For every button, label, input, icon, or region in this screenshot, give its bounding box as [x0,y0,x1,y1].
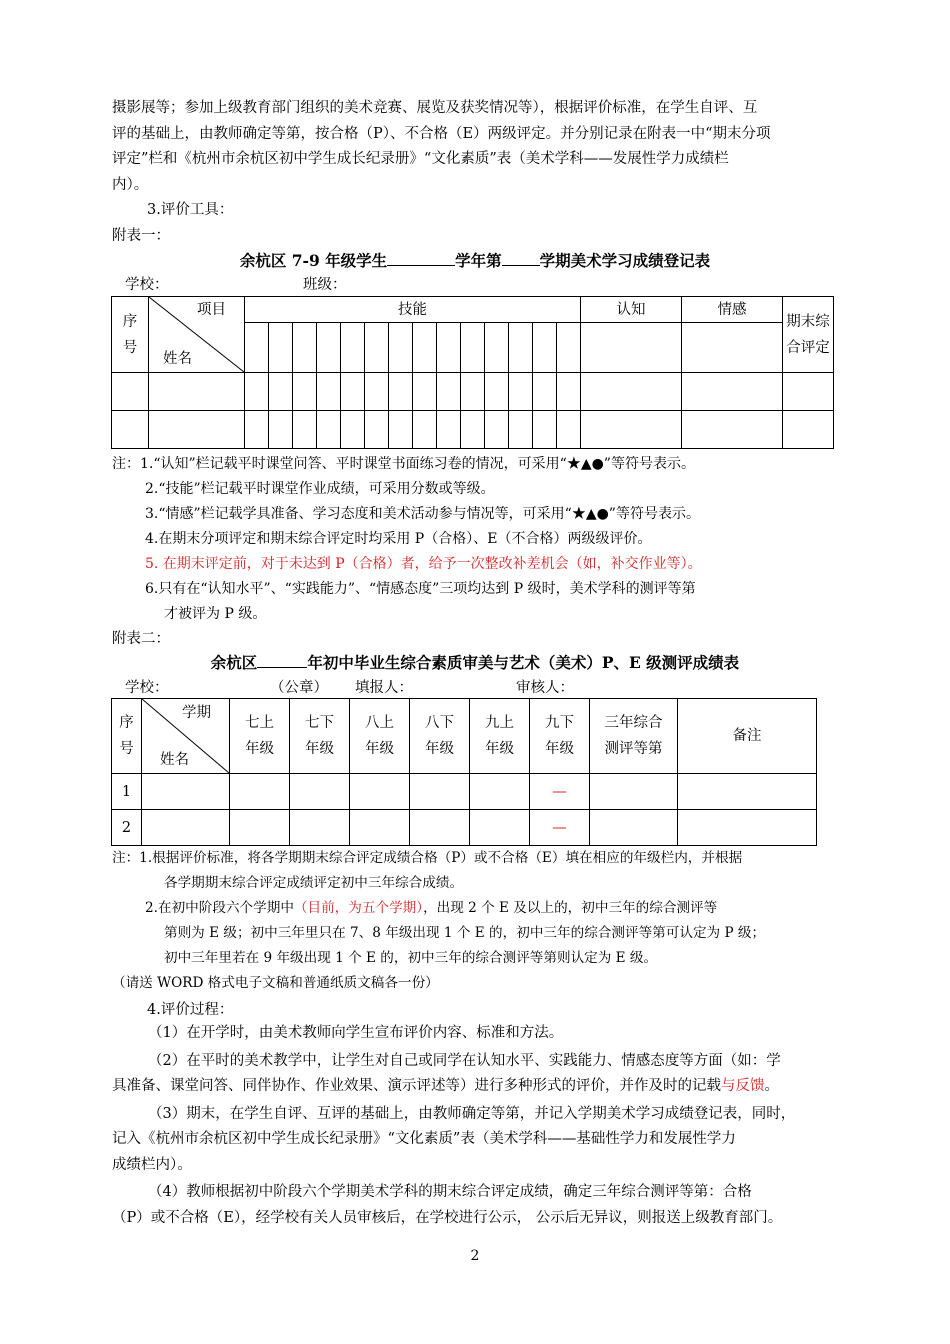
appendix1-school-label: 学校： [125,277,169,293]
note-line: 3.“情感”栏记载学具准备、学习态度和美术活动参与情况等，可采用“★▲●”等符号表示。 [145,506,700,522]
paragraph: （1）在开学时，由美术教师向学生宣布评价内容、标准和方法。 [148,1025,564,1041]
note-line: 2.“技能”栏记载平时课堂作业成绩，可采用分数或等级。 [145,481,495,497]
col-term-header: 八上年级 [350,699,410,774]
note-line: 才被评为 P 级。 [164,606,267,622]
note-line: （请送 WORD 格式电子文稿和普通纸质文稿各一份） [112,975,439,991]
appendix2-title: 余杭区 年初中毕业生综合素质审美与艺术（美术）P、E 级测评成绩表 [210,653,740,672]
note-line: 第则为 E 级；初中三年里只在 7、8 年级出现 1 个 E 的，初中三年的综合测评等第可认定为 P 级； [164,925,766,941]
paragraph: （4）教师根据初中阶段六个学期美术学科的期末综合评定成绩，确定三年综合测评等第：合格 [148,1184,752,1200]
row-mark: — [530,810,590,846]
intro-line: 内）。 [112,176,149,193]
paragraph: 记入《杭州市余杭区初中学生成长纪录册》“文化素质”表（美术学科——基础性学力和发展性学力 [112,1131,736,1147]
note-line: 2.在初中阶段六个学期中（目前，为五个学期），出现 2 个 E 及以上的，初中三年的综合测评等 [145,900,718,916]
row-seq: 2 [112,810,142,846]
col-term-header: 九上年级 [470,699,530,774]
table-row [112,810,817,846]
paragraph: （P）或不合格（E），经学校有关人员审核后，在学校进行公示， 公示后无异议，则报送上级教育部门。 [112,1209,783,1226]
paragraph: （3）期末，在学生自评、互评的基础上，由教师确定等第，并记入学期美术学习成绩登记表，同时， [148,1105,796,1122]
note-line-highlight: 5. 在期末评定前，对于未达到 P（合格）者，给予一次整改补差机会（如，补交作业等）。 [145,556,702,572]
appendix2-seal-label: （公章） [270,680,328,696]
col-skill-header: 技能 [245,297,581,323]
appendix2-school-label: 学校： [125,680,169,696]
appendix1-table [111,296,834,449]
note-line: 6.只有在“认知水平”、“实践能力”、“情感态度”三项均达到 P 级时，美术学科的测评等第 [145,581,696,597]
header-name-label: 姓名 [160,752,189,768]
row-mark: — [530,774,590,810]
header-name-label: 姓名 [163,351,192,367]
appendix1-label: 附表一： [112,228,170,244]
col-term-header: 七下年级 [290,699,350,774]
text-highlight: 与反馈 [721,1078,765,1094]
col-final-header: 期末综合评定 [783,297,834,373]
note-line: 各学期期末综合评定成绩评定初中三年综合成绩。 [164,875,464,891]
table-row [112,411,834,449]
col-overall-header: 三年综合测评等第 [590,699,678,774]
appendix2-notes [112,846,847,996]
section-4-heading: 4.评价过程： [147,1002,234,1018]
appendix1-title: 余杭区 7-9 年级学生 学年第 学期美术学习成绩登记表 [239,251,711,270]
note-line: 注：1.根据评价标准，将各学期期末综合评定成绩合格（P）或不合格（E）填在相应的年级栏内，并根据 [112,850,743,866]
col-seq-header: 序号 [112,699,142,774]
appendix2-reviewer-label: 审核人： [516,680,574,696]
header-item-label: 项目 [197,302,226,318]
header-term-label: 学期 [182,705,211,721]
col-term-header: 八下年级 [410,699,470,774]
col-emotion-header: 情感 [682,297,783,323]
appendix2-filler-label: 填报人： [355,680,413,696]
note-highlight: （目前，为五个学期） [293,900,424,916]
appendix2-label: 附表二： [112,631,170,647]
appendix1-notes [112,452,847,627]
col-cognition-header: 认知 [581,297,682,323]
diagonal-header-cell [142,699,230,774]
table-row [112,774,817,810]
section-3-heading: 3.评价工具： [147,202,234,218]
intro-paragraph [112,96,837,198]
row-seq: 1 [112,774,142,810]
intro-line: 评定”栏和《杭州市余杭区初中学生成长纪录册》“文化素质”表（美术学科——发展性学力成绩栏 [112,151,729,167]
paragraph: 成绩栏内）。 [112,1156,192,1173]
paragraph: （2）在平时的美术教学中，让学生对自己或同学在认知水平、实践能力、情感态度等方面（如：学 [148,1052,781,1069]
table-row [112,373,834,411]
section-4-body [112,1021,837,1231]
intro-line: 评的基础上，由教师确定等第，按合格（P）、不合格（E）两级评定。并分别记录在附表一中“期末分项 [112,125,771,142]
page-number: 2 [470,1248,480,1264]
appendix1-class-label: 班级： [303,277,347,293]
col-term-header: 九下年级 [530,699,590,774]
note-line: 初中三年里若在 9 年级出现 1 个 E 的，初中三年的综合测评等第则认定为 E 级。 [164,950,658,966]
intro-line: 摄影展等；参加上级教育部门组织的美术竞赛、展览及获奖情况等），根据评价标准，在学生自评、互 [112,100,758,116]
col-seq-header: 序号 [112,297,149,373]
paragraph: 具准备、课堂问答、同伴协作、作业效果、演示评述等）进行多种形式的评价，并作及时的记载与反馈。 [112,1078,779,1094]
diagonal-header-cell [149,297,245,373]
appendix2-table [111,698,817,846]
note-line: 4.在期末分项评定和期末综合评定时均采用 P（合格）、E（不合格）两级级评价。 [145,531,652,547]
note-line: 注：1.“认知”栏记载平时课堂问答、平时课堂书面练习卷的情况，可采用“★▲●”等符号表示。 [112,456,695,472]
col-term-header: 七上年级 [230,699,290,774]
col-remark-header: 备注 [678,699,817,774]
